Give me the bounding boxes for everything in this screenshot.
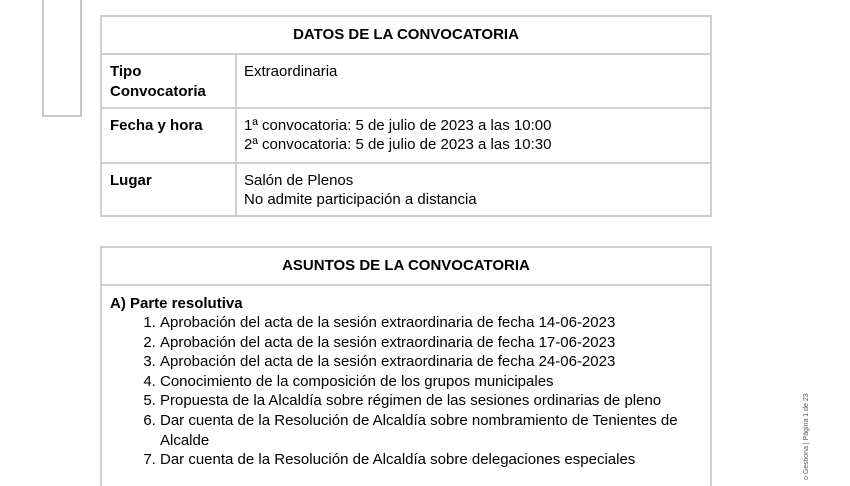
row-value: 1ª convocatoria: 5 de julio de 2023 a las 10:00 2ª convocatoria: 5 de julio de 2023 a las 10:30: [244, 117, 552, 153]
list-item: 1. Aprobación del acta de la sesión extraordinaria de fecha 14-06-2023: [160, 313, 710, 333]
agenda-list: [102, 313, 710, 470]
row-label: Lugar: [102, 164, 237, 217]
row-fecha-hora: [102, 109, 710, 164]
row-tipo-convocatoria: [102, 55, 710, 109]
asuntos-convocatoria-table: [100, 246, 712, 486]
margin-box: [42, 0, 82, 117]
list-item: 4. Conocimiento de la composición de los grupos municipales: [160, 372, 710, 392]
datos-title: DATOS DE LA CONVOCATORIA: [102, 17, 710, 55]
datos-convocatoria-table: [100, 15, 712, 217]
list-item: 7. Dar cuenta de la Resolución de Alcaldía sobre delegaciones especiales: [160, 450, 710, 470]
row-lugar: [102, 164, 710, 217]
list-item: 6. Dar cuenta de la Resolución de Alcaldía sobre nombramiento de Tenientes de Alcalde: [160, 411, 710, 450]
section-title: A) Parte resolutiva: [110, 295, 243, 312]
page-footer-vertical: o Gestiona | Página 1 de 23: [803, 393, 810, 480]
list-item: 3. Aprobación del acta de la sesión extraordinaria de fecha 24-06-2023: [160, 352, 710, 372]
row-value: Salón de Plenos No admite participación a distancia: [244, 172, 477, 208]
row-label: Tipo Convocatoria: [102, 55, 237, 107]
list-item: 5. Propuesta de la Alcaldía sobre régimen de las sesiones ordinarias de pleno: [160, 391, 710, 411]
row-value: Extraordinaria: [244, 63, 338, 80]
asuntos-title: ASUNTOS DE LA CONVOCATORIA: [102, 248, 710, 286]
list-item: 2. Aprobación del acta de la sesión extraordinaria de fecha 17-06-2023: [160, 333, 710, 353]
row-label: Fecha y hora: [102, 109, 237, 162]
